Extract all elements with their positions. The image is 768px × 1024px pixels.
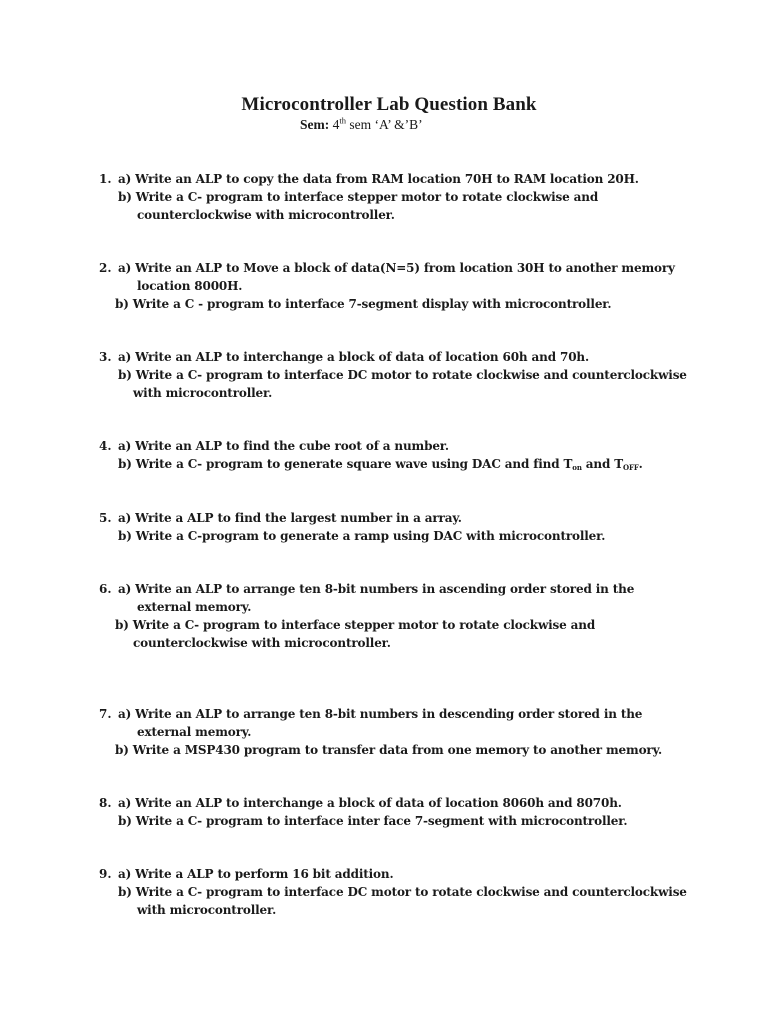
question-line-continued: external memory. bbox=[137, 600, 252, 614]
question-part-a: a) Write an ALP to find the cube root of a number. bbox=[118, 439, 449, 453]
question-part-b: b) Write a C- program to interface inter face 7-segment with microcontroller. bbox=[118, 814, 628, 828]
part-b-text: b) Write a C- program to generate square wave using DAC and find T bbox=[118, 457, 573, 471]
question-number: 6. bbox=[99, 582, 112, 596]
semester-label: Sem: bbox=[300, 117, 330, 132]
question-number: 9. bbox=[99, 867, 112, 881]
question-part-a: a) Write an ALP to interchange a block of data of location 8060h and 8070h. bbox=[118, 796, 622, 810]
semester-sections: sem ‘A’ &’B’ bbox=[346, 117, 423, 132]
question-part-a: a) Write an ALP to copy the data from RAM location 70H to RAM location 20H. bbox=[118, 172, 639, 186]
question-part-b: b) Write a C - program to interface 7-segment display with microcontroller. bbox=[115, 297, 612, 311]
question-line-continued: location 8000H. bbox=[137, 279, 243, 293]
question-number: 4. bbox=[99, 439, 112, 453]
part-b-period: . bbox=[638, 457, 643, 471]
question-number: 1. bbox=[99, 172, 112, 186]
question-line-continued: external memory. bbox=[137, 725, 252, 739]
question-part-b: b) Write a C- program to interface DC motor to rotate clockwise and counterclockwise bbox=[118, 885, 687, 899]
subscript-on: on bbox=[572, 463, 582, 472]
question-part-a: a) Write an ALP to arrange ten 8-bit numbers in descending order stored in the bbox=[118, 707, 643, 721]
page-title: Microcontroller Lab Question Bank bbox=[241, 94, 537, 115]
question-part-b: b) Write a MSP430 program to transfer data from one memory to another memory. bbox=[115, 743, 663, 757]
question-part-b: b) Write a C-program to generate a ramp using DAC with microcontroller. bbox=[118, 529, 606, 543]
question-line-continued: counterclockwise with microcontroller. bbox=[133, 636, 391, 650]
part-b-text-and: and T bbox=[581, 457, 624, 471]
question-part-b: b) Write a C- program to interface stepper motor to rotate clockwise and bbox=[115, 618, 596, 632]
question-number: 8. bbox=[99, 796, 112, 810]
question-line-continued: with microcontroller. bbox=[133, 386, 273, 400]
semester-superscript: th bbox=[339, 115, 346, 126]
question-part-b: b) Write a C- program to interface stepper motor to rotate clockwise and bbox=[118, 190, 599, 204]
semester-line bbox=[300, 117, 423, 133]
question-part-a: a) Write a ALP to find the largest number in a array. bbox=[118, 511, 462, 525]
semester-number: 4 bbox=[332, 117, 340, 132]
question-line-continued: counterclockwise with microcontroller. bbox=[137, 208, 395, 222]
question-part-a: a) Write an ALP to arrange ten 8-bit numbers in ascending order stored in the bbox=[118, 582, 635, 596]
question-part-a: a) Write an ALP to Move a block of data(N=5) from location 30H to another memory bbox=[118, 261, 675, 275]
question-line-continued: with microcontroller. bbox=[137, 903, 277, 917]
question-part-a: a) Write a ALP to perform 16 bit addition. bbox=[118, 867, 394, 881]
question-number: 5. bbox=[99, 511, 112, 525]
subscript-off: OFF bbox=[623, 463, 639, 472]
question-part-a: a) Write an ALP to interchange a block of data of location 60h and 70h. bbox=[118, 350, 590, 364]
question-number: 3. bbox=[99, 350, 112, 364]
question-part-b: b) Write a C- program to interface DC motor to rotate clockwise and counterclockwise bbox=[118, 368, 687, 382]
question-part-b bbox=[118, 455, 643, 477]
question-number: 7. bbox=[99, 707, 112, 721]
question-number: 2. bbox=[99, 261, 112, 275]
